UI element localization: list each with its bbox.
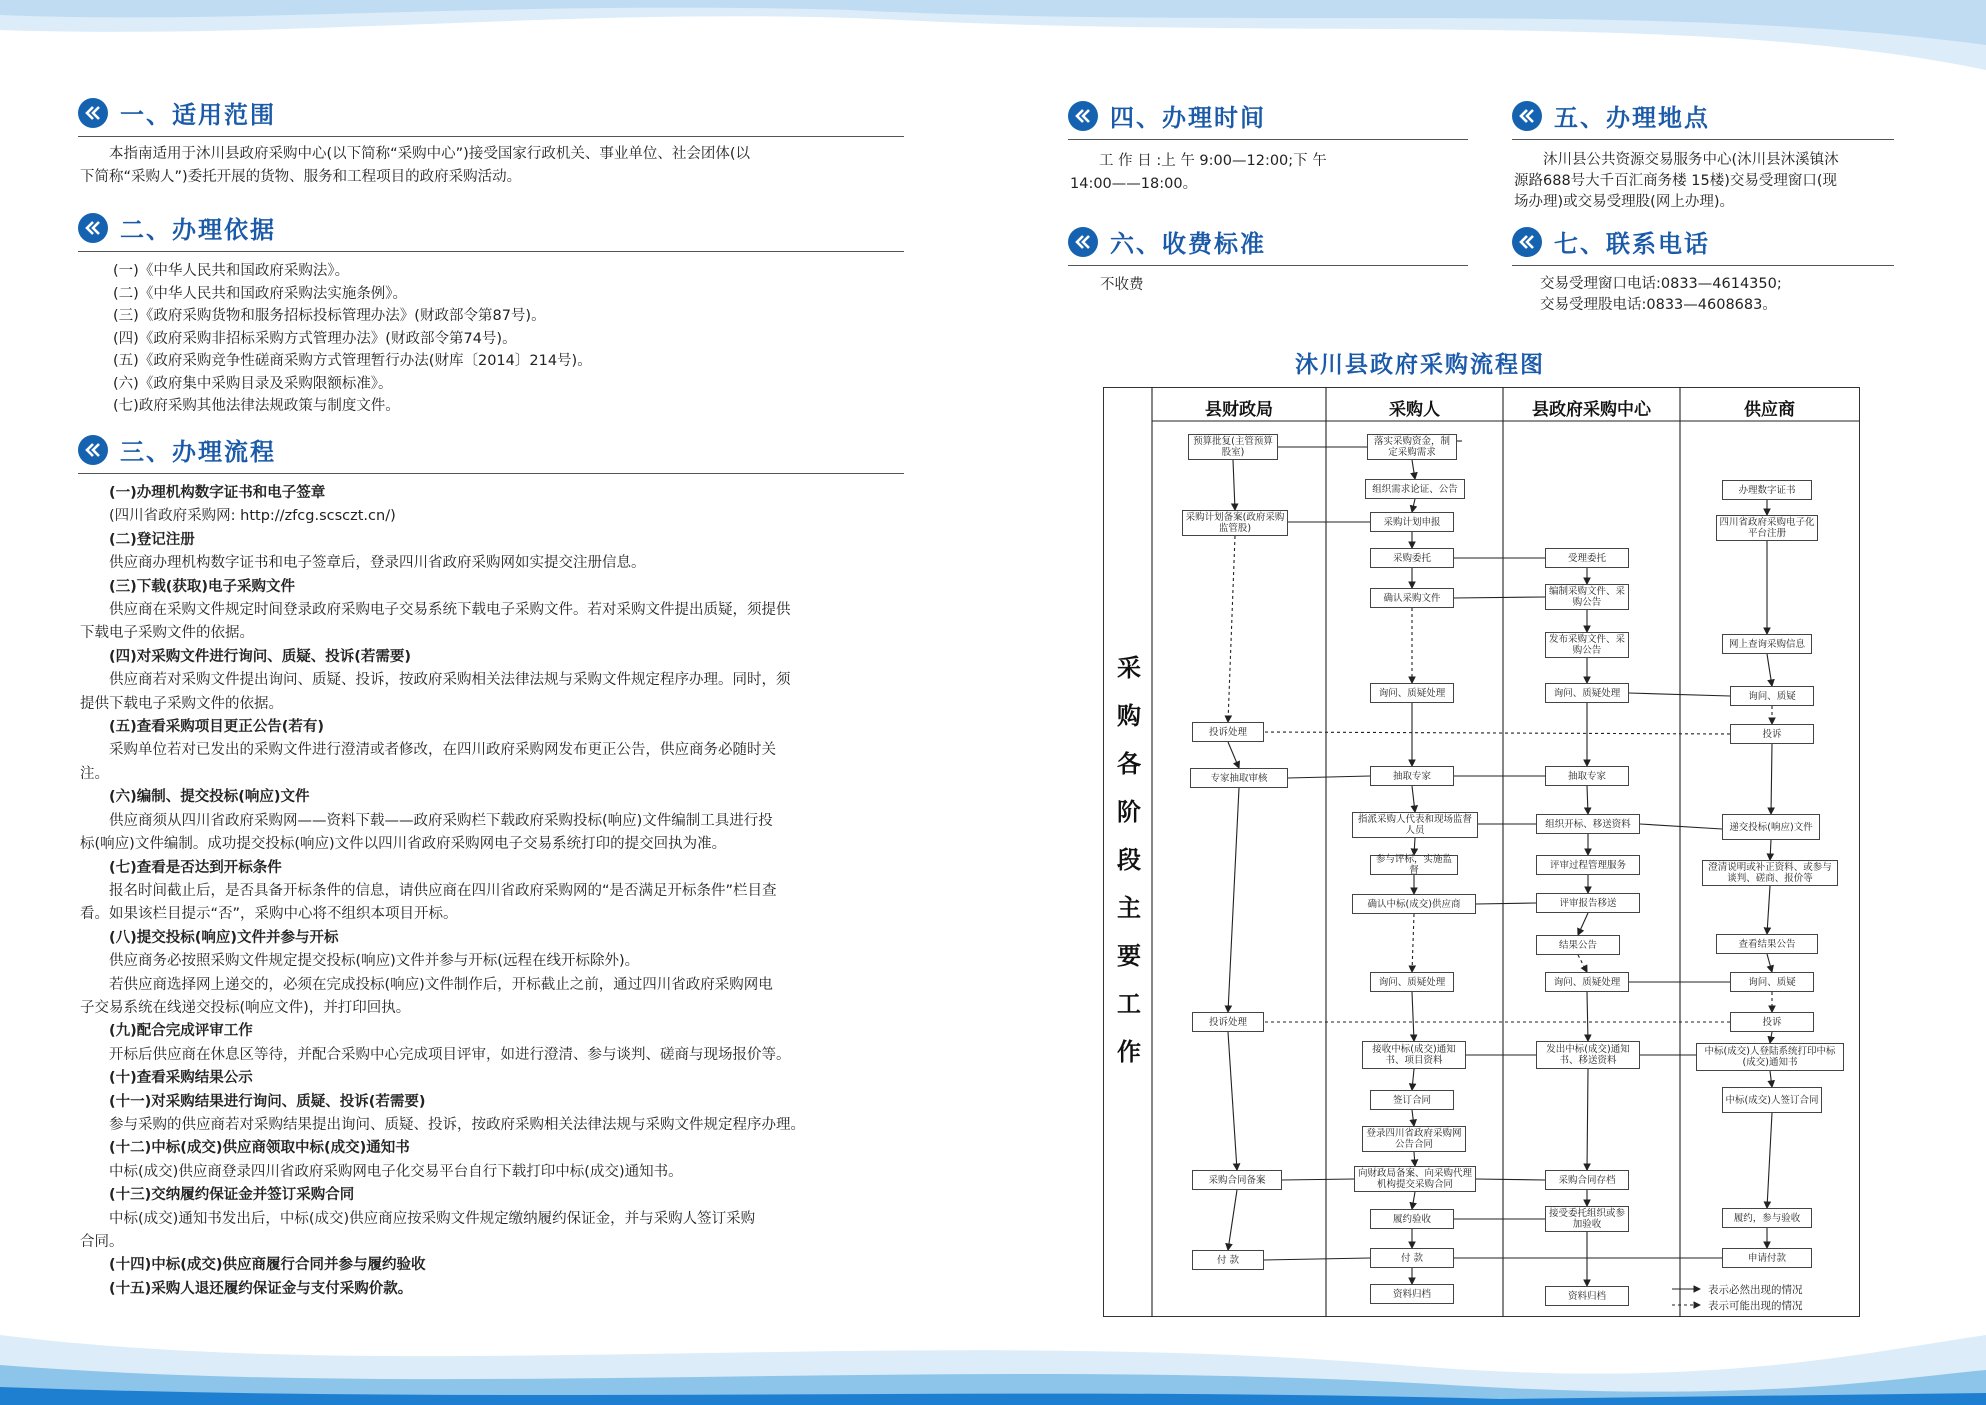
flow-step-p3: 采购计划申报 (1370, 512, 1454, 532)
process-step-heading: (一)办理机构数字证书和电子签章 (109, 485, 326, 501)
side-label-char: 段 (1117, 846, 1141, 874)
process-step-text: 提供下载电子采购文件的依据。 (80, 695, 283, 712)
process-step-text: 供应商办理机构数字证书和电子签章后，登录四川省政府采购网如实提交注册信息。 (109, 555, 646, 572)
flow-step-v12: 中标(成交)人签订合同 (1722, 1087, 1822, 1113)
column-header: 采购人 (1389, 400, 1440, 420)
flowchart-title: 沐川县政府采购流程图 (1295, 352, 1545, 378)
flow-step-p1: 落实采购资金，制定采购需求 (1367, 434, 1457, 460)
side-label-char: 主 (1117, 894, 1141, 922)
text-line: 交易受理窗口电话:0833—4614350; (1540, 276, 1782, 292)
section-title: 四、办理时间 (1110, 104, 1266, 132)
process-step-text: 供应商务必按照采购文件规定提交投标(响应)文件并参与开标(远程在线开标除外)。 (109, 953, 640, 970)
dashed-connector (1264, 732, 1730, 734)
flow-step-v2: 四川省政府采购电子化平台注册 (1716, 515, 1818, 541)
solid-connector (1587, 786, 1588, 814)
flow-step-v14: 申请付款 (1722, 1248, 1812, 1268)
process-step-text: 下载电子采购文件的依据。 (80, 625, 254, 642)
process-step-heading: (十三)交纳履约保证金并签订采购合同 (109, 1187, 355, 1204)
flow-step-v7: 澄清说明或补正资料、或参与谈判、磋商、报价等 (1702, 860, 1838, 886)
flow-step-p16: 履约验收 (1370, 1209, 1454, 1229)
process-step-heading: (十二)中标(成交)供应商领取中标(成交)通知书 (109, 1140, 410, 1157)
process-step-text: 中标(成交)通知书发出后，中标(成交)供应商应按采购文件规定缴纳履约保证金，并与采购人签订采购 (109, 1210, 756, 1227)
text-line: 源路688号大千百汇商务楼 15楼)交易受理窗口(现 (1514, 173, 1838, 189)
flow-step-c3: 发布采购文件、采购公告 (1545, 632, 1629, 658)
solid-connector (1412, 992, 1414, 1041)
process-step-heading: (七)查看是否达到开标条件 (109, 859, 282, 876)
flow-step-p7: 抽取专家 (1370, 766, 1454, 786)
flow-step-v3: 网上查询采购信息 (1722, 634, 1812, 654)
basis-item: (一)《中华人民共和国政府采购法》。 (113, 263, 350, 279)
solid-connector (1767, 1113, 1772, 1208)
column-header: 供应商 (1744, 400, 1795, 420)
section-title: 七、联系电话 (1554, 230, 1710, 258)
solid-connector (1228, 1190, 1237, 1250)
flow-step-f2: 采购计划备案(政府采购监管股) (1182, 510, 1288, 536)
process-step-heading: (十四)中标(成交)供应商履行合同并参与履约验收 (109, 1257, 426, 1274)
process-step-text: 报名时间截止后，是否具备开标条件的信息，请供应商在四川省政府采购网的“是否满足开标条件”栏目查 (109, 882, 777, 899)
text-line: 工 作 日 :上 午 9:00—12:00;下 午 (1099, 153, 1327, 169)
process-step-text: 标(响应)文件编制。成功提交投标(响应)文件以四川省政府采购网电子交易系统打印的提交回执为准。 (80, 836, 727, 853)
flow-step-c11: 发出中标(成交)通知书、移送资料 (1536, 1041, 1640, 1069)
text-line: 沐川县公共资源交易服务中心(沐川县沐溪镇沐 (1543, 152, 1839, 168)
solid-connector (1770, 1032, 1772, 1043)
flow-step-p2: 组织需求论证、公告 (1365, 479, 1465, 499)
solid-connector (1770, 1071, 1772, 1087)
flow-step-c9: 结果公告 (1536, 935, 1620, 955)
side-label-char: 要 (1117, 942, 1141, 970)
solid-connector (1587, 992, 1588, 1041)
solid-connector (1264, 1258, 1370, 1260)
solid-connector (1767, 886, 1770, 934)
side-label-char: 购 (1117, 702, 1141, 730)
process-step-text: 供应商在采购文件规定时间登录政府采购电子交易系统下载电子采购文件。若对采购文件提出质疑，须提供 (109, 602, 791, 619)
process-step-text: 注。 (80, 765, 109, 782)
solid-connector (1412, 499, 1415, 512)
solid-connector (1578, 913, 1588, 935)
flow-step-p15: 向财政局备案、向采购代理机构提交采购合同 (1354, 1166, 1476, 1192)
flow-step-p14: 登录四川省政府采购网公告合同 (1362, 1126, 1466, 1152)
text-line: 场办理)或交易受理股(网上办理)。 (1514, 194, 1734, 210)
process-step-text: 开标后供应商在休息区等待，并配合采购中心完成项目评审，如进行澄清、参与谈判、磋商与现场报价等。 (109, 1046, 791, 1063)
solid-connector (1282, 1179, 1354, 1180)
flow-step-c5: 抽取专家 (1545, 766, 1629, 786)
solid-connector (1412, 1110, 1414, 1126)
flow-step-p8: 指派采购人代表和现场监督人员 (1352, 812, 1478, 838)
solid-connector (1587, 1069, 1588, 1170)
process-step-text: 参与采购的供应商若对采购结果提出询问、质疑、投诉，按政府采购相关法律法规与采购文件规定程序办理。 (109, 1116, 805, 1133)
basis-item: (六)《政府集中采购目录及采购限额标准》。 (113, 375, 393, 392)
basis-item: (四)《政府采购非招标采购方式管理办法》(财政部令第74号)。 (113, 330, 517, 347)
dashed-connector (1228, 536, 1235, 722)
bottom-wave-decoration (0, 1295, 1986, 1405)
flow-step-p17: 付 款 (1370, 1248, 1454, 1268)
solid-connector (1412, 1069, 1414, 1090)
flow-step-f5: 投诉处理 (1192, 1012, 1264, 1032)
flow-step-f4: 专家抽取审核 (1190, 768, 1288, 788)
flow-step-c14: 资料归档 (1545, 1286, 1629, 1306)
dashed-connector (1412, 914, 1414, 972)
flow-step-f6: 采购合同备案 (1192, 1170, 1282, 1190)
flow-step-v11: 中标(成交)人登陆系统打印中标(成交)通知书 (1696, 1043, 1844, 1071)
flow-step-p6: 询问、质疑处理 (1370, 683, 1454, 703)
flow-step-c7: 评审过程管理服务 (1536, 855, 1640, 875)
solid-connector (1288, 776, 1370, 778)
solid-connector (1412, 460, 1415, 479)
flow-step-c8: 评审报告移送 (1536, 893, 1640, 913)
process-step-text: 合同。 (80, 1234, 124, 1250)
flow-step-v6: 递交投标(响应)文件 (1722, 814, 1820, 840)
flow-step-p18: 资料归档 (1370, 1284, 1454, 1304)
process-step-heading: (九)配合完成评审工作 (109, 1023, 253, 1040)
section-title: 五、办理地点 (1554, 104, 1710, 132)
process-step-text: 若供应商选择网上递交的，必须在完成投标(响应)文件制作后，开标截止之前，通过四川省政府采购网电 (109, 976, 773, 993)
process-step-heading: (十一)对采购结果进行询问、质疑、投诉(若需要) (109, 1093, 426, 1110)
solid-connector (1414, 838, 1415, 855)
column-header: 县财政局 (1205, 400, 1273, 420)
flow-step-v1: 办理数字证书 (1722, 480, 1812, 500)
solid-connector (1767, 654, 1772, 686)
basis-item: (五)《政府采购竞争性磋商采购方式管理暂行办法(财库〔2014〕214号)。 (113, 353, 592, 369)
solid-connector (1770, 840, 1771, 860)
solid-connector (1640, 824, 1722, 829)
solid-connector (1412, 1192, 1415, 1209)
section-title: 三、办理流程 (120, 438, 276, 466)
basis-item: (三)《政府采购货物和服务招标投标管理办法》(财政部令第87号)。 (113, 308, 546, 324)
solid-connector (1771, 744, 1772, 814)
solid-connector (1412, 786, 1415, 812)
flow-step-v10: 投诉 (1730, 1012, 1814, 1032)
side-label-char: 各 (1117, 750, 1141, 778)
dashed-connector (1578, 955, 1587, 972)
process-step-heading: (三)下载(获取)电子采购文件 (109, 578, 296, 595)
flow-step-c2: 编制采购文件、采购公告 (1545, 584, 1629, 610)
process-step-text: 中标(成交)供应商登录四川省政府采购网电子化交易平台自行下载打印中标(成交)通知书。 (109, 1163, 683, 1180)
basis-item: (二)《中华人民共和国政府采购法实施条例》。 (113, 285, 408, 302)
flow-step-v13: 履约，参与验收 (1722, 1208, 1812, 1228)
flow-step-p10: 确认中标(成交)供应商 (1352, 894, 1476, 914)
process-step-heading: (十)查看采购结果公示 (109, 1070, 253, 1087)
flow-step-c1: 受理委托 (1545, 548, 1629, 568)
flow-step-c6: 组织开标、移送资料 (1536, 814, 1640, 834)
flow-step-c10: 询问、质疑处理 (1545, 972, 1629, 992)
flow-step-f1: 预算批复(主管预算股室) (1188, 434, 1278, 460)
flow-step-p13: 签订合同 (1370, 1090, 1454, 1110)
legend-dashed-label: 表示可能出现的情况 (1708, 1300, 1803, 1312)
side-label-char: 采 (1117, 654, 1141, 682)
solid-connector (1454, 597, 1545, 598)
flow-step-c4: 询问、质疑处理 (1545, 683, 1629, 703)
process-step-heading: (十五)采购人退还履约保证金与支付采购价款。 (109, 1280, 413, 1297)
process-step-heading: (四)对采购文件进行询问、质疑、投诉(若需要) (109, 648, 412, 665)
flow-step-v5: 投诉 (1730, 724, 1814, 744)
flow-step-v9: 询问、质疑 (1730, 972, 1814, 992)
section-title: 二、办理依据 (120, 216, 276, 244)
text-line: 交易受理股电话:0833—4608683。 (1540, 297, 1777, 313)
section-title: 一、适用范围 (120, 101, 276, 129)
flow-step-c13: 接受委托组织或参加验收 (1545, 1206, 1629, 1232)
process-step-text: 看。如果该栏目提示“否”，采购中心将不组织本项目开标。 (80, 906, 458, 923)
process-step-text: 子交易系统在线递交投标(响应文件)，并打印回执。 (80, 999, 411, 1016)
flow-step-p9: 参与评标，实施监督 (1370, 855, 1458, 875)
flow-step-p5: 确认采购文件 (1370, 588, 1454, 608)
text-line: 本指南适用于沐川县政府采购中心(以下简称“采购中心”)接受国家行政机关、事业单位、社会团体(以 (109, 146, 750, 162)
solid-connector (1414, 1152, 1415, 1166)
text-line: 14:00——18:00。 (1070, 176, 1198, 192)
solid-connector (1228, 788, 1239, 1012)
side-label-char: 作 (1117, 1038, 1141, 1066)
column-header: 县政府采购中心 (1532, 400, 1651, 420)
section-title: 六、收费标准 (1110, 230, 1266, 258)
solid-connector (1476, 903, 1536, 904)
flow-step-v8: 查看结果公告 (1716, 934, 1818, 954)
flow-step-f3: 投诉处理 (1192, 722, 1264, 742)
process-step-heading: (五)查看采购项目更正公告(若有) (109, 719, 325, 736)
process-step-text: 采购单位若对已发出的采购文件进行澄清或者修改，在四川政府采购网发布更正公告，供应商务必随时关 (109, 742, 776, 759)
side-label-char: 工 (1117, 990, 1141, 1018)
side-label-char: 阶 (1117, 798, 1141, 826)
flow-step-p11: 询问、质疑处理 (1370, 972, 1454, 992)
basis-item: (七)政府采购其他法律法规政策与制度文件。 (113, 398, 400, 414)
flow-step-f7: 付 款 (1192, 1250, 1264, 1270)
solid-connector (1476, 1179, 1545, 1180)
flow-step-p4: 采购委托 (1370, 548, 1454, 568)
flow-step-c12: 采购合同存档 (1545, 1170, 1629, 1190)
process-step-heading: (二)登记注册 (109, 531, 195, 548)
process-step-text: 供应商若对采购文件提出询问、质疑、投诉，按政府采购相关法律法规与采购文件规定程序办理。同时，须 (109, 672, 791, 689)
solid-connector (1767, 954, 1772, 972)
process-step-text: (四川省政府采购网: http://zfcg.scsczt.cn/) (109, 508, 396, 525)
text-line: 不收费 (1100, 277, 1144, 293)
process-step-heading: (六)编制、提交投标(响应)文件 (109, 789, 310, 806)
solid-connector (1228, 742, 1239, 768)
process-step-heading: (八)提交投标(响应)文件并参与开标 (109, 929, 339, 946)
solid-connector (1228, 1032, 1237, 1170)
legend-solid-label: 表示必然出现的情况 (1708, 1284, 1803, 1296)
solid-connector (1233, 460, 1235, 510)
flow-step-v4: 询问、质疑 (1730, 686, 1814, 706)
text-line: 下简称“采购人”)委托开展的货物、服务和工程项目的政府采购活动。 (80, 169, 522, 185)
flow-step-p12: 接收中标(成交)通知书、项目资料 (1362, 1041, 1466, 1069)
process-step-text: 供应商须从四川省政府采购网——资料下载——政府采购栏下载政府采购投标(响应)文件编制工具进行投 (109, 812, 773, 829)
